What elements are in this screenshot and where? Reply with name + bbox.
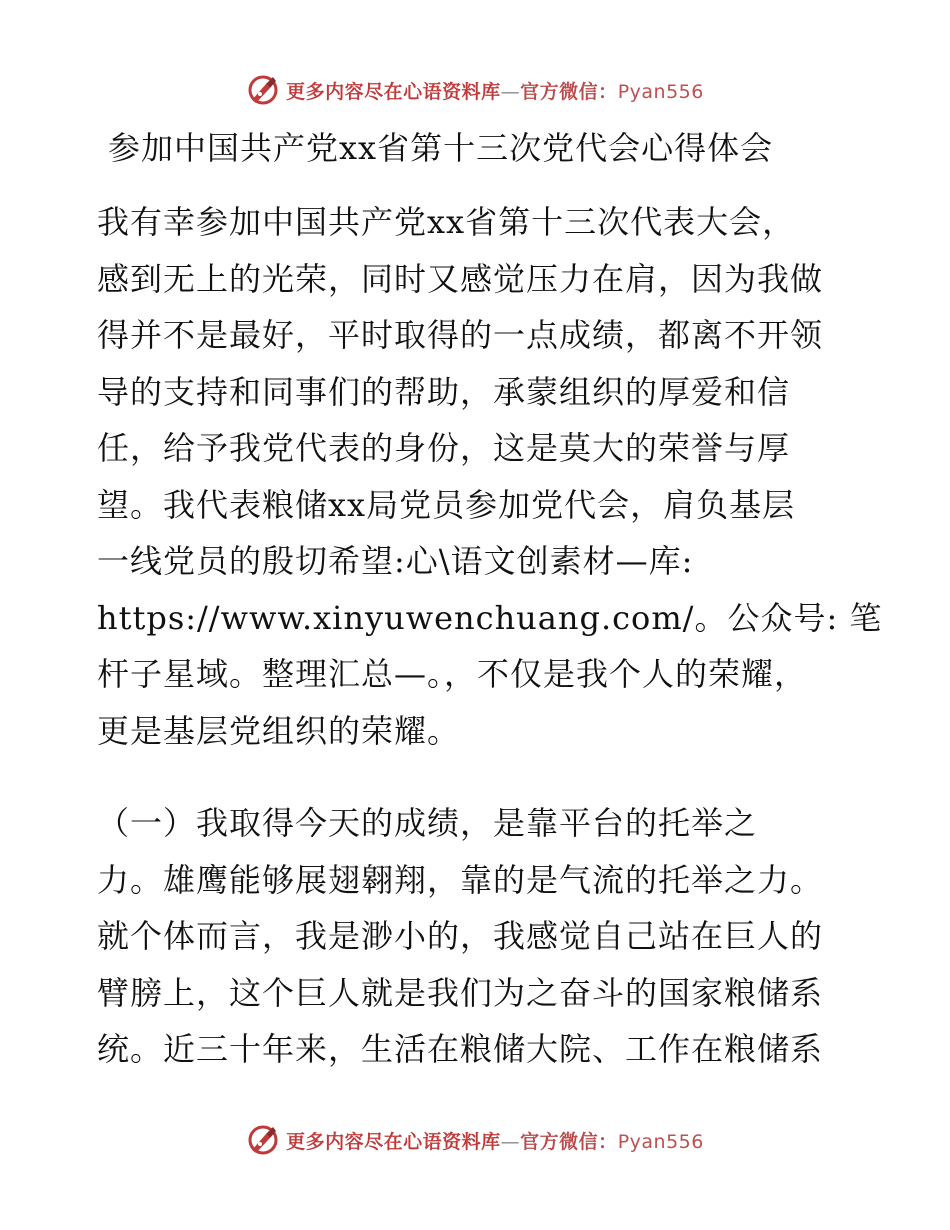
pen-logo-icon xyxy=(246,73,280,107)
footer-banner-content xyxy=(246,1123,704,1157)
header-banner-text xyxy=(286,77,704,104)
paragraph-1-line: 更是基层党组织的荣耀。 xyxy=(97,711,461,750)
header-banner-content xyxy=(246,73,704,107)
pen-logo-icon xyxy=(246,1123,280,1157)
paragraph-2-line: 力。雄鹰能够展翅翱翔，靠的是气流的托举之力。 xyxy=(97,860,824,899)
paragraph-1-line: 望。我代表粮储xx局党员参加党代会，肩负基层 xyxy=(97,485,796,524)
header-banner-wechat-label: 官方微信： xyxy=(520,80,618,103)
document-title: 参加中国共产党xx省第十三次党代会心得体会 xyxy=(108,129,774,167)
paragraph-1-line: 感到无上的光荣，同时又感觉压力在肩，因为我做 xyxy=(97,259,824,298)
paragraph-1-line: 导的支持和同事们的帮助，承蒙组织的厚爱和信 xyxy=(97,372,791,411)
paragraph-1-line: 一线党员的殷切希望:心\语文创素材—库: xyxy=(97,542,694,580)
footer-banner-site: 更多内容尽在心语资料库 xyxy=(286,1130,501,1153)
paragraph-1-line: 得并不是最好，平时取得的一点成绩，都离不开领 xyxy=(97,316,824,354)
footer-banner-dash: — xyxy=(500,1130,521,1153)
paragraph-1-line: https://www.xinyuwenchuang.com/。公众号: 笔 xyxy=(97,598,883,637)
header-banner-site: 更多内容尽在心语资料库 xyxy=(286,80,501,103)
paragraph-2 xyxy=(97,795,853,1078)
footer-banner-wechat-id: Pyan556 xyxy=(617,1130,704,1153)
footer-banner-text xyxy=(286,1127,704,1154)
paragraph-2-line: （一）我取得今天的成绩，是靠平台的托举之 xyxy=(97,804,758,842)
paragraph-1-line: 我有幸参加中国共产党xx省第十三次代表大会， xyxy=(97,203,796,241)
paragraph-2-line: 就个体而言，我是渺小的，我感觉自己站在巨人的 xyxy=(97,917,824,955)
paragraph-1-line: 任，给予我党代表的身份，这是莫大的荣誉与厚 xyxy=(97,429,791,467)
paragraph-2-line: 统。近三十年来，生活在粮储大院、工作在粮储系 xyxy=(97,1030,824,1068)
footer-banner-wechat-label: 官方微信： xyxy=(520,1130,618,1153)
paragraph-1-line: 杆子星域。整理汇总—。，不仅是我个人的荣耀， xyxy=(97,655,808,693)
header-banner-dash: — xyxy=(500,80,521,103)
footer-banner xyxy=(0,1120,950,1160)
header-banner-wechat-id: Pyan556 xyxy=(617,80,704,103)
paragraph-1 xyxy=(97,194,883,759)
header-banner xyxy=(0,70,950,110)
paragraph-2-line: 臂膀上，这个巨人就是我们为之奋斗的国家粮储系 xyxy=(97,973,824,1012)
